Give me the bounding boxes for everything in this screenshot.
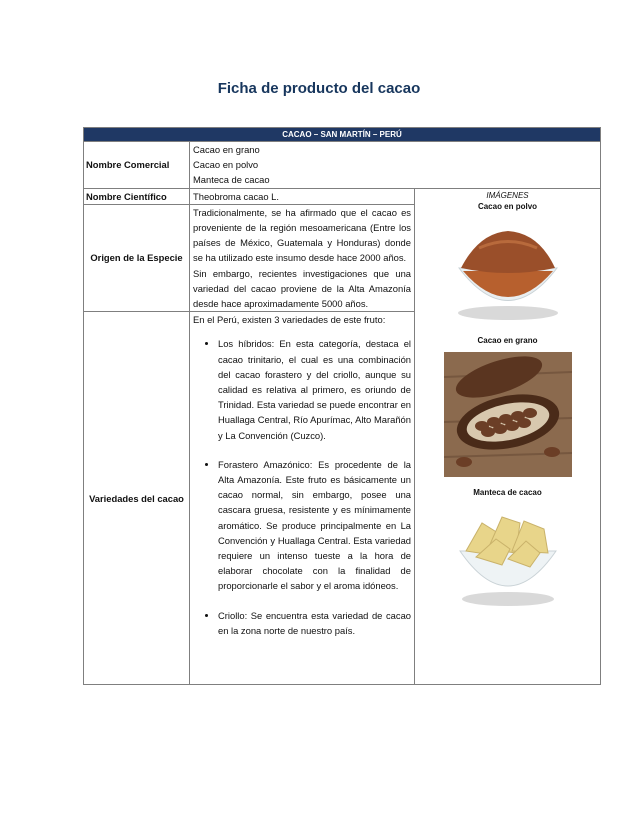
list-item: • Forastero Amazónico: Es procedente de la Alta Amazonía. Este fruto es básicamente un cacao normal, sin embargo, posee una cascara gruesa, resistente y es mínimamente aromático. Se produce principalmente en La Convención y Huallaga Central. Esta variedad requiere un intenso tueste a la hora de elaborar chocolate con la finalidad de proporcionarle el sabor y el aroma idóneos. [218,457,411,594]
product-table [83,127,601,685]
caption-cacao-grano: Cacao en grano [477,335,538,345]
origen-paragraph-1: Tradicionalmente, se ha afirmado que el cacao es proveniente de la región mesoamericana (Entre los países de México, Guatemala y Honduras) donde se ha utilizado este insumo desde hace 2000 años. [193,206,411,264]
images-cell [415,188,601,685]
cocoa-beans-image [444,352,572,477]
nombre-comercial-item: Cacao en grano [193,144,260,155]
powder-mound [461,231,555,273]
nombre-comercial-item: Manteca de cacao [193,174,270,186]
label-nombre-comercial: Nombre Comercial [84,142,190,189]
row-nombre-cientifico [84,188,601,204]
label-nombre-cientifico: Nombre Científico [84,188,190,204]
row-nombre-comercial [84,142,601,189]
list-item: • Los híbridos: En esta categoría, destaca el cacao trinitario, el cual es una combinación del cacao forastero y del criollo, aunque su calidad es relativa al primero, es oriundo de Trinidad. Esta variedad se puede encontrar en Huallaga Central, Río Apurímac, Alto Marañón y La Convención (Cuzco). [218,336,411,442]
variedades-list [193,336,411,638]
caption-manteca-cacao: Manteca de cacao [473,487,542,497]
nombre-comercial-item: Cacao en polvo [193,159,259,171]
bowl-shadow [458,306,558,320]
label-variedades: Variedades del cacao [84,312,190,685]
document-title: Ficha de producto del cacao [217,80,421,97]
value-nombre-comercial [190,142,601,189]
list-item: • Criollo: Se encuentra esta variedad de cacao en la zona norte de nuestro país. [218,608,411,638]
value-variedades [190,312,415,685]
caption-cacao-polvo: Cacao en polvo [477,201,538,211]
variedades-intro: En el Perú, existen 3 variedades de este fruto: [193,314,386,326]
powder-inside [463,271,553,297]
label-origen: Origen de la Especie [84,204,190,311]
bowl-shadow [462,592,554,606]
origen-paragraph-2: Sin embargo, recientes investigaciones que una variedad del cacao proviene de la Alta Amazonía desde hace aproximadamente 5000 años. [193,267,411,310]
table-header-row [84,128,601,142]
glass-bowl [460,551,556,586]
value-nombre-cientifico: Theobroma cacao L. [190,188,415,204]
table-header: CACAO – SAN MARTÍN – PERÚ [84,128,601,142]
value-origen [190,204,415,311]
cocoa-butter-image [452,509,564,609]
cocoa-powder-image [449,223,567,323]
images-heading: IMÁGENES [486,190,529,200]
